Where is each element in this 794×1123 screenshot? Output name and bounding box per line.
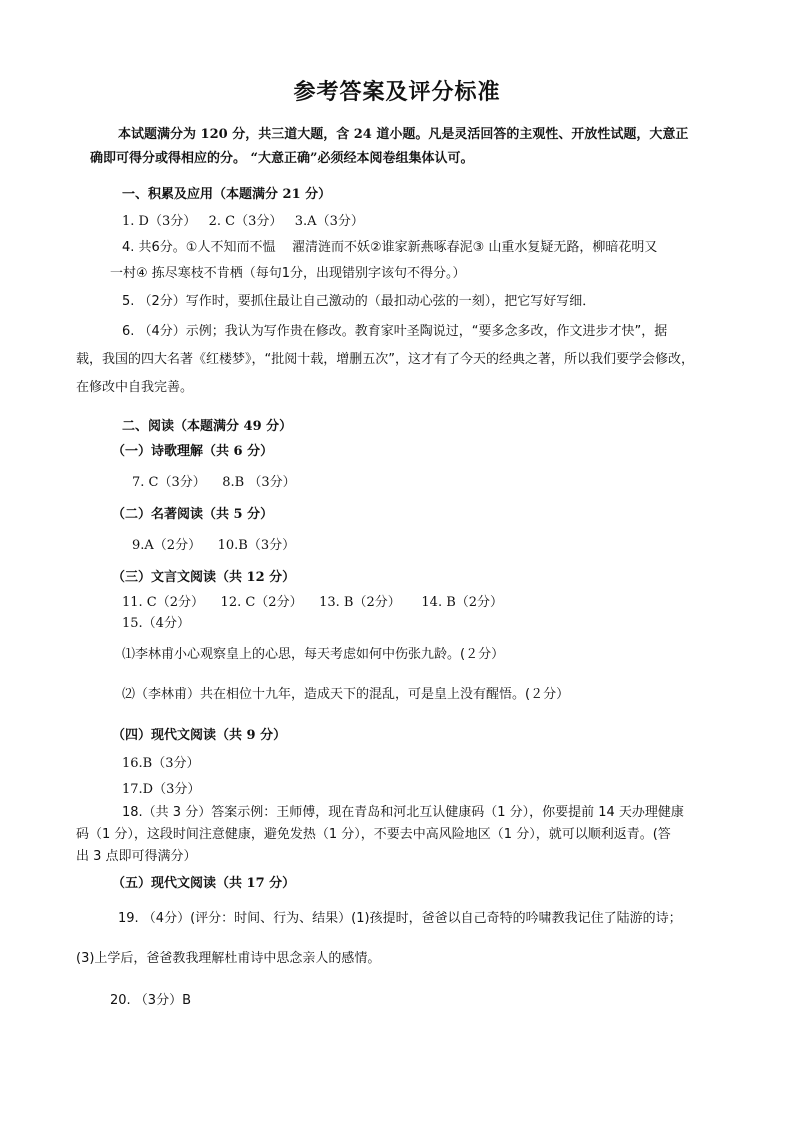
answer-q19-line-1: 19. （4分）(评分：时间、行为、结果）(1)孩提时，爸爸以自己奇特的吟啸教我记住了陆游的诗； [118, 911, 682, 926]
answer-q20: 20. （3分）B [110, 993, 191, 1008]
part3-heading: （三）文言文阅读（共 12 分） [112, 570, 296, 585]
part3-answers: 11. C（2分） 12. C（2分） 13. B（2分） 14. B（2分） [122, 595, 504, 610]
answer-q4-line-2: 一村④ 拣尽寒枝不肯栖（每句1分，出现错别字该句不得分。） [110, 266, 466, 281]
answer-q5: 5. （2分）写作时，要抓住最让自己激动的（最扣动心弦的一刻），把它写好写细． [122, 294, 596, 309]
answer-q16: 16.B（3分） [122, 756, 200, 771]
intro-line-1: 本试题满分为 120 分，共三道大题，含 24 道小题。凡是灵活回答的主观性、开放性试题，大意正 [118, 127, 689, 142]
intro-line-2: 确即可得分或得相应的分。 “大意正确”必须经本阅卷组集体认可。 [90, 151, 474, 166]
part2-heading: （二）名著阅读（共 5 分） [112, 507, 274, 522]
part2-answers: 9.A（2分） 10.B（3分） [132, 538, 296, 553]
section1-heading: 一、积累及应用（本题满分 21 分） [122, 187, 332, 202]
answer-q19-line-2: (3)上学后，爸爸教我理解杜甫诗中思念亲人的感情。 [76, 951, 381, 966]
answer-q6-line-3: 在修改中自我完善。 [76, 380, 194, 395]
answer-q15: 15.（4分） [122, 616, 190, 631]
page-title: 参考答案及评分标准 [293, 79, 501, 105]
answer-q18-line-3: 出 3 点即可得满分） [76, 849, 197, 864]
answer-q18-line-2: 码（1 分），这段时间注意健康，避免发热（1 分），不要去中高风险地区（1 分），就可以顺利返青。(答 [76, 827, 671, 842]
section2-heading: 二、阅读（本题满分 49 分） [122, 419, 293, 434]
answer-q4-line-1: 4. 共6分。①人不知而不愠 濯清涟而不妖②谁家新燕啄春泥③ 山重水复疑无路，柳暗花明又 [122, 240, 658, 255]
part4-heading: （四）现代文阅读（共 9 分） [112, 728, 287, 743]
part5-heading: （五）现代文阅读（共 17 分） [112, 876, 296, 891]
answer-q6-line-2: 载，我国的四大名著《红楼梦》，“批阅十载，增删五次”，这才有了今天的经典之著，所以我们要学会修改， [76, 352, 694, 367]
answer-q17: 17.D（3分） [122, 782, 201, 797]
part1-answers: 7. C（3分） 8.B （3分） [132, 475, 296, 490]
answer-q6-line-1: 6. （4分）示例；我认为写作贵在修改。教育家叶圣陶说过，“要多念多改，作文进步才快”，据 [122, 324, 668, 339]
answer-q18-line-1: 18.（共 3 分）答案示例：王师傅，现在青岛和河北互认健康码（1 分），你要提前 14 天办理健康 [122, 805, 684, 820]
answers-q1-3: 1. D（3分） 2. C（3分） 3.A（3分） [122, 214, 364, 229]
part1-heading: （一）诗歌理解（共 6 分） [112, 444, 274, 459]
answer-q15-2: ⑵（李林甫）共在相位十九年，造成天下的混乱，可是皇上没有醒悟。(２分） [122, 687, 570, 702]
answer-q15-1: ⑴李林甫小心观察皇上的心思，每天考虑如何中伤张九龄。(２分） [122, 647, 505, 662]
